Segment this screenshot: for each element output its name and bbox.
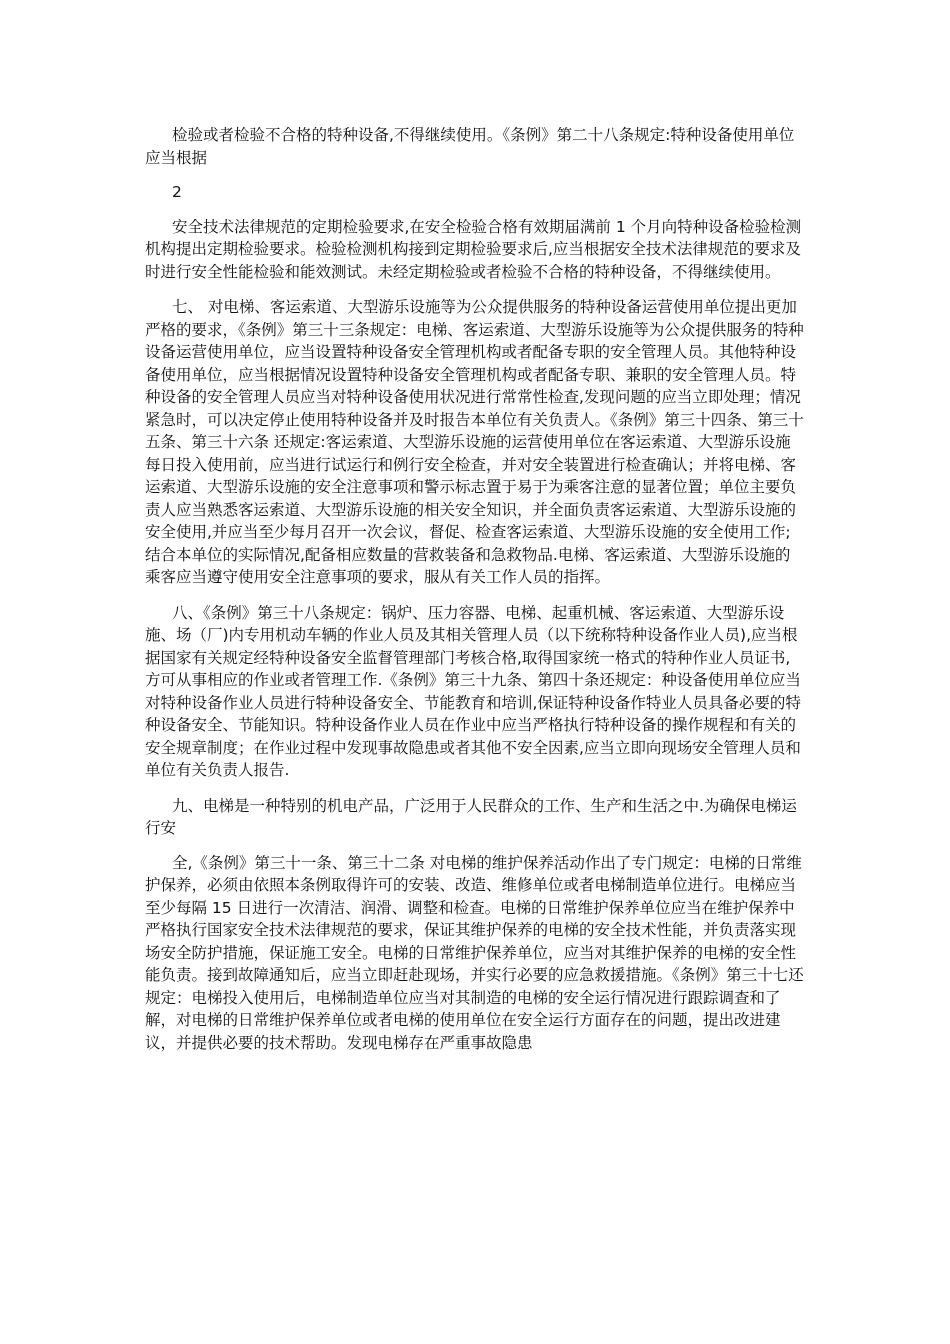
paragraph-1: 检验或者检验不合格的特种设备,不得继续使用。《条例》第二十八条规定:特种设备使用单位应当根据: [145, 126, 795, 167]
page-number: 2: [172, 183, 182, 201]
paragraph-2: 安全技术法律规范的定期检验要求,在安全检验合格有效期届满前 1 个月向特种设备检验检测机构提出定期检验要求。检验检测机构接到定期检验要求后,应当根据安全技术法律规范的要求及时进行安全性能检验和能效测试。未经定期检验或者检验不合格的特种设备，不得继续使用。: [145, 217, 802, 281]
paragraph-section-7: 七、 对电梯、客运索道、大型游乐设施等为公众提供服务的特种设备运营使用单位提出更加严格的要求，《条例》第三十三条规定：电梯、客运索道、大型游乐设施等为公众提供服务的特种设备运营使用单位，应当设置特种设备安全管理机构或者配备专职的安全管理人员。其他特种设备使用单位，应当根据情况设置特种设备安全管理机构或者配备专职、兼职的安全管理人员。特种设备的安全管理人员应当对特种设备使用状况进行常常性检查,发现问题的应当立即处理；情况紧急时，可以决定停止使用特种设备并及时报告本单位有关负责人。《条例》第三十四条、第三十五条、第三十六条 还规定:客运索道、大型游乐设施的运营使用单位在客运索道、大型游乐设施每日投入使用前，应当进行试运行和例行安全检查，并对安全装置进行检查确认；并将电梯、客运索道、大型游乐设施的安全注意事项和警示标志置于易于为乘客注意的显著位置；单位主要负责人应当熟悉客运索道、大型游乐设施的相关安全知识，并全面负责客运索道、大型游乐设施的安全使用,并应当至少每月召开一次会议，督促、检查客运索道、大型游乐设施的安全使用工作;结合本单位的实际情况,配备相应数量的营救装备和急救物品.电梯、客运索道、大型游乐设施的乘客应当遵守使用安全注意事项的要求，服从有关工作人员的指挥。: [145, 298, 804, 586]
paragraph-section-9-continued: 全,《条例》第三十一条、第三十二条 对电梯的维护保养活动作出了专门规定：电梯的日常维护保养，必须由依照本条例取得许可的安装、改造、维修单位或者电梯制造单位进行。电梯应当至少每隔 15 日进行一次清洁、润滑、调整和检查。电梯的日常维护保养单位应当在维护保养中严格执行国家安全技术法律规范的要求，保证其维护保养的电梯的安全技术性能，并负责落实现场安全防护措施，保证施工安全。电梯的日常维护保养单位，应当对其维护保养的电梯的安全性能负责。接到故障通知后，应当立即赶赴现场，并实行必要的应急救援措施。《条例》第三十七还规定：电梯投入使用后，电梯制造单位应当对其制造的电梯的安全运行情况进行跟踪调查和了解，对电梯的日常维护保养单位或者电梯的使用单位在安全运行方面存在的问题，提出改进建议，并提供必要的技术帮助。发现电梯存在严重事故隐患: [145, 853, 804, 1052]
paragraph-section-8: 八、《条例》第三十八条规定：锅炉、压力容器、电梯、起重机械、客运索道、大型游乐设施、场（厂)内专用机动车辆的作业人员及其相关管理人员（以下统称特种设备作业人员),应当根据国家有关规定经特种设备安全监督管理部门考核合格,取得国家统一格式的特种作业人员证书,方可从事相应的作业或者管理工作.《条例》第三十九条、第四十条还规定：种设备使用单位应当对特种设备作业人员进行特种设备安全、节能教育和培训,保证特种设备作特业人员具备必要的特种设备安全、节能知识。特种设备作业人员在作业中应当严格执行特种设备的操作规程和有关的安全规章制度；在作业过程中发现事故隐患或者其他不安全因素,应当立即向现场安全管理人员和单位有关负责人报告.: [145, 603, 801, 779]
paragraph-section-9: 九、电梯是一种特别的机电产品，广泛用于人民群众的工作、生产和生活之中.为确保电梯运行安: [145, 796, 797, 837]
document-body: [145, 124, 805, 1054]
